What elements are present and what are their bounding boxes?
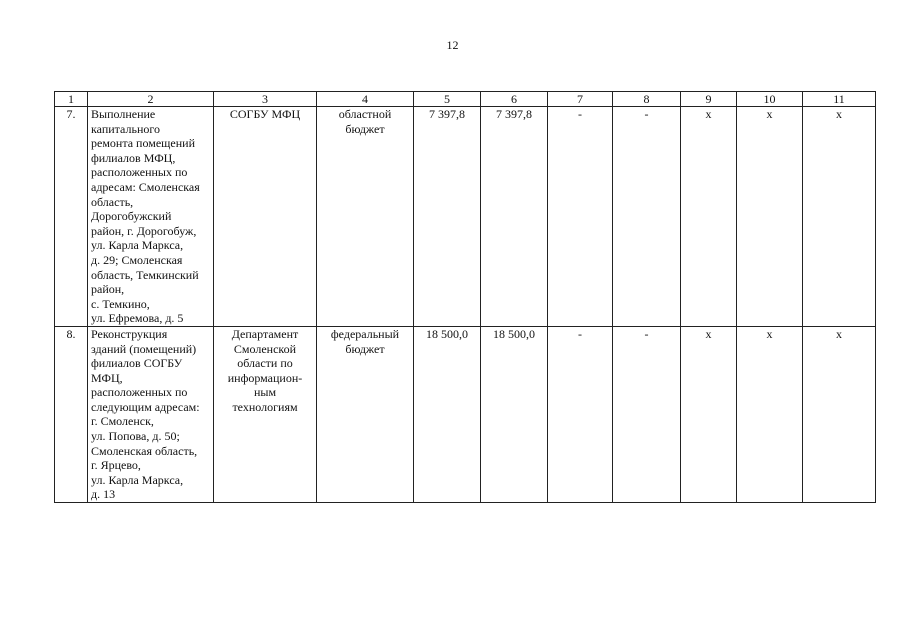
column-header: 8 <box>613 92 681 107</box>
row-number: 7. <box>55 107 88 327</box>
cell-col10: x <box>737 107 803 327</box>
description-line: зданий (помещений) <box>91 341 197 356</box>
description-line: область, <box>91 194 134 209</box>
cell-col9: x <box>681 326 737 502</box>
budget-table <box>54 91 876 503</box>
column-header: 9 <box>681 92 737 107</box>
source-line: областной <box>338 107 392 121</box>
executor-line: области по <box>237 356 293 371</box>
column-header: 6 <box>481 92 548 107</box>
page-number: 12 <box>446 38 459 52</box>
table-row <box>55 107 876 327</box>
description-line: Дорогобужский <box>91 209 172 224</box>
description-line: Реконструкция <box>91 326 168 341</box>
description-line: ул. Карла Маркса, <box>91 472 184 487</box>
description-line: г. Смоленск, <box>91 414 154 429</box>
description-line: район, г. Дорогобуж, <box>91 223 197 238</box>
description-line: расположенных по <box>91 165 188 180</box>
row-funding-source <box>317 107 414 327</box>
cell-col10: x <box>737 326 803 502</box>
cell-col11: x <box>803 107 876 327</box>
table-row <box>55 326 876 502</box>
description-line: д. 13 <box>91 487 116 502</box>
row-funding-source <box>317 326 414 502</box>
cell-col5: 18 500,0 <box>414 326 481 502</box>
description-line: МФЦ, <box>91 370 123 385</box>
description-line: с. Темкино, <box>91 296 150 311</box>
description-line: ул. Ефремова, д. 5 <box>91 311 184 326</box>
cell-col5: 7 397,8 <box>414 107 481 327</box>
header-row <box>55 92 876 107</box>
column-header: 7 <box>548 92 613 107</box>
executor-line: СОГБУ МФЦ <box>229 107 301 121</box>
executor-line: информацион- <box>227 370 303 385</box>
description-line: следующим адресам: <box>91 399 200 414</box>
executor-line: Департамент <box>231 326 299 341</box>
cell-col8: - <box>613 326 681 502</box>
column-header: 4 <box>317 92 414 107</box>
description-line: д. 29; Смоленская <box>91 252 183 267</box>
row-executor <box>214 107 317 327</box>
description-line: капитального <box>91 121 160 136</box>
column-header: 5 <box>414 92 481 107</box>
column-header: 2 <box>88 92 214 107</box>
row-executor <box>214 326 317 502</box>
executor-line: технологиям <box>232 399 298 414</box>
executor-line: Смоленской <box>233 341 297 356</box>
description-line: ул. Попова, д. 50; <box>91 429 180 444</box>
column-header: 10 <box>737 92 803 107</box>
source-line: бюджет <box>345 121 385 136</box>
description-line: филиалов МФЦ, <box>91 150 176 165</box>
row-number: 8. <box>55 326 88 502</box>
description-line: расположенных по <box>91 385 188 400</box>
cell-col6: 18 500,0 <box>481 326 548 502</box>
description-line: адресам: Смоленская <box>91 179 200 194</box>
description-line: район, <box>91 282 125 297</box>
column-header: 3 <box>214 92 317 107</box>
description-line: ул. Карла Маркса, <box>91 238 184 253</box>
cell-col8: - <box>613 107 681 327</box>
description-line: область, Темкинский <box>91 267 199 282</box>
description-line: Смоленская область, <box>91 443 198 458</box>
cell-col11: x <box>803 326 876 502</box>
cell-col9: x <box>681 107 737 327</box>
description-line: Выполнение <box>91 107 156 121</box>
cell-col7: - <box>548 107 613 327</box>
description-line: г. Ярцево, <box>91 458 141 473</box>
column-header: 11 <box>803 92 876 107</box>
source-line: бюджет <box>345 341 385 356</box>
source-line: федеральный <box>330 326 400 341</box>
description-line: филиалов СОГБУ <box>91 356 183 371</box>
cell-col6: 7 397,8 <box>481 107 548 327</box>
row-description <box>88 107 214 327</box>
row-description <box>88 326 214 502</box>
cell-col7: - <box>548 326 613 502</box>
description-line: ремонта помещений <box>91 136 196 151</box>
executor-line: ным <box>253 385 277 400</box>
column-header: 1 <box>55 92 88 107</box>
